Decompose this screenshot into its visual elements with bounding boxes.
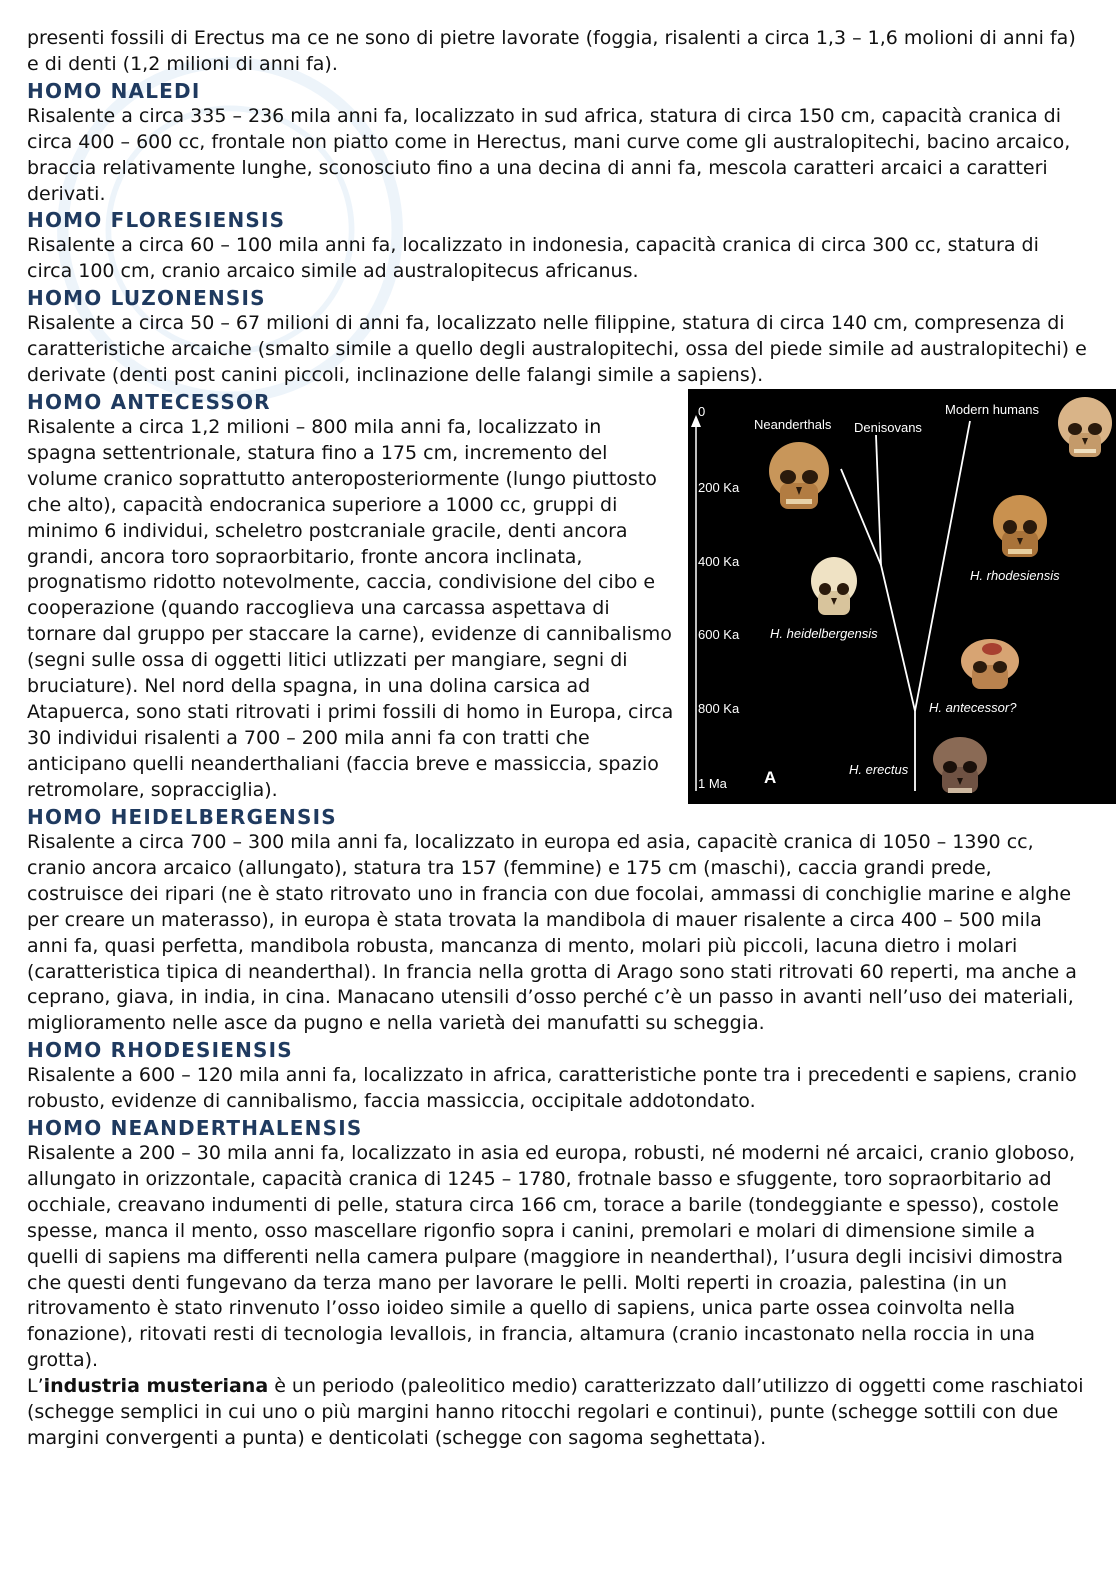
paragraph-floresiensis: Risalente a circa 60 – 100 mila anni fa, localizzato in indonesia, capacità cranica di circa 300 cc, statura di circa 100 cm, cranio arcaico simile ad australopitecus africanus.	[27, 234, 1039, 283]
heading-antecessor: HOMO ANTECESSOR	[27, 389, 271, 414]
paragraph-musteriana	[27, 1374, 1087, 1452]
label-antecessor: H. antecessor?	[929, 699, 1017, 715]
label-erectus: H. erectus	[849, 761, 909, 777]
label-neanderthals: Neanderthals	[754, 416, 832, 432]
label-heidelbergensis: H. heidelbergensis	[770, 625, 878, 641]
skull-modern-human-image	[1056, 395, 1114, 461]
paragraph-naledi: Risalente a circa 335 – 236 mila anni fa, localizzato in sud africa, statura di circa 150 cm, capacità cranica di circa 400 – 600 cc, frontale non piatto come in Herectus, mani curve come gli australopitechi, bacino arcaico, braccia relativamente lunghe, sconosciuto fino a una decina di anni fa, mescola caratteri arcaici a caratteri derivati.	[27, 104, 1071, 205]
label-denisovans: Denisovans	[854, 419, 922, 435]
tick-800ka: 800 Ka	[698, 700, 740, 716]
tick-600ka: 600 Ka	[698, 626, 740, 642]
tick-400ka: 400 Ka	[698, 553, 740, 569]
tick-1ma: 1 Ma	[698, 775, 727, 791]
paragraph-neanderthalensis: Risalente a 200 – 30 mila anni fa, localizzato in asia ed europa, robusti, né moderni né arcaici, cranio globoso, allungato in orizzontale, capacità cranica di 1245 – 1780, frotnale basso e sfuggente, toro sopraorbitario ad occhiale, creavano indumenti di pelle, statura circa 166 cm, torace a barile (tondeggiante e spesso), costole spesse, manca il mento, osso mascellare rigonfio sopra i canini, premolari e molari di dimensione simile a quelli di sapiens ma differenti nella camera pulpare (maggiore in neanderthal), l’usura degli incisivi dimostra che questi denti fungevano da terza mano per lavorare le pelli. Molti reperti in croazia, palestina (in un ritrovamento è stato rinvenuto l’osso ioideo simile a quello di sapiens, unica parte ossea coinvolta nella fonazione), ritovati resti di tecnologia levallois, in francia, altamura (cranio incastonato nella roccia in una grotta).	[27, 1142, 1075, 1372]
heading-floresiensis: HOMO FLORESIENSIS	[27, 208, 286, 233]
musteriana-term: industria musteriana	[43, 1375, 269, 1398]
hominin-phylogeny-figure	[688, 389, 1116, 804]
document-page	[27, 26, 1087, 1452]
tick-200ka: 200 Ka	[698, 479, 740, 495]
heading-naledi: HOMO NALEDI	[27, 78, 201, 103]
heading-neanderthalensis: HOMO NEANDERTHALENSIS	[27, 1116, 363, 1141]
heading-heidelbergensis: HOMO HEIDELBERGENSIS	[27, 804, 337, 829]
paragraph-luzonensis: Risalente a circa 50 – 67 milioni di anni fa, localizzato nelle filippine, statura di circa 140 cm, compresenza di caratteristiche arcaiche (smalto simile a quello degli australopitechi, ossa del piede simile ad australopitechi) e derivate (denti post canini piccoli, inclinazione delle falangi simile a sapiens).	[27, 312, 1087, 387]
heading-rhodesiensis: HOMO RHODESIENSIS	[27, 1038, 293, 1063]
paragraph-heidelbergensis: Risalente a circa 700 – 300 mila anni fa, localizzato in europa ed asia, capacitè cranica di 1050 – 1390 cc, cranio ancora arcaico (allungato), statura tra 157 (femmine) e 175 cm (maschi), caccia grandi prede, costruisce dei ripari (ne è stato ritrovato uno in francia con due focolai, ammassi di conchiglie marine e alghe per creare un materasso), in europa è stata trovata la mandibola di mauer risalente a circa 400 – 500 mila anni fa, quasi perfetta, mandibola robusta, mancanza di mento, molari più piccoli, lacuna dietro i molari (caratteristica tipica di neanderthal). In francia nella grotta di Arago sono stati ritrovati 60 reperti, ma anche a ceprano, giava, in india, in cina. Manacano utensili d’osso perché c’è un passo in avanti nell’uso dei materiali, miglioramento nelle asce da pugno e nella varietà dei manufatti su scheggia.	[27, 830, 1077, 1035]
heading-luzonensis: HOMO LUZONENSIS	[27, 286, 266, 311]
paragraph-antecessor: Risalente a circa 1,2 milioni – 800 mila anni fa, localizzato in spagna settentrionale, statura fino a 175 cm, incremento del volume cranico soprattutto anteroposteriormente (lungo piuttosto che alto), capacità endocranica superiore a 1000 cc, gruppi di minimo 6 individui, scheletro postcraniale gracile, denti ancora grandi, ancora toro sopraorbitario, fronte ancora inclinata, prognatismo ridotto notevolmente, caccia, condivisione del cibo e cooperazione (quando raccoglieva una carcassa aspettava di tornare dal gruppo per staccare la carne), evidenze di cannibalismo (segni sulle ossa di oggetti litici utlizzati per mangiare, segni di bruciature). Nel nord della spagna, in una dolina carsica ad Atapuerca, sono stati ritrovati i primi fossili di homo in Europa, circa 30 individui risalenti a 700 – 200 mila anni fa con tratti che anticipano quelli neanderthaliani (faccia breve e massiccia, spazio retromolare, sopracciglia).	[27, 415, 674, 801]
intro-paragraph: presenti fossili di Erectus ma ce ne sono di pietre lavorate (foggia, risalenti a circa 1,3 – 1,6 molioni di anni fa) e di denti (1,2 milioni di anni fa).	[27, 27, 1076, 75]
musteriana-text: è un periodo (paleolitico medio) caratterizzato dall’utilizzo di oggetti come raschiatoi (schegge semplici in cui uno o più margini hanno ritocchi regolari e continui), punte (schegge sottili con due margini convergenti a punta) e denticolati (schegge con sagoma seghettata).	[27, 1375, 1084, 1449]
skull-erectus-image	[930, 733, 990, 799]
skull-rhodesiensis-image	[990, 493, 1050, 561]
skull-heidelbergensis-image	[808, 555, 860, 619]
branch-denisovan	[876, 435, 881, 565]
skull-antecessor-image	[958, 637, 1022, 693]
label-rhodesiensis: H. rhodesiensis	[970, 567, 1060, 583]
paragraph-rhodesiensis: Risalente a 600 – 120 mila anni fa, localizzato in africa, caratteristiche ponte tra i precedenti e sapiens, cranio robusto, evidenze di cannibalismo, faccia massiccia, occipitale addotondato.	[27, 1064, 1077, 1113]
axis-top-label: 0	[698, 403, 706, 419]
panel-letter: A	[764, 767, 777, 787]
musteriana-prefix: L’	[27, 1375, 44, 1398]
skull-neanderthal-image	[766, 439, 832, 515]
label-modern-humans: Modern humans	[945, 401, 1039, 417]
phylogeny-lines	[688, 389, 1116, 804]
